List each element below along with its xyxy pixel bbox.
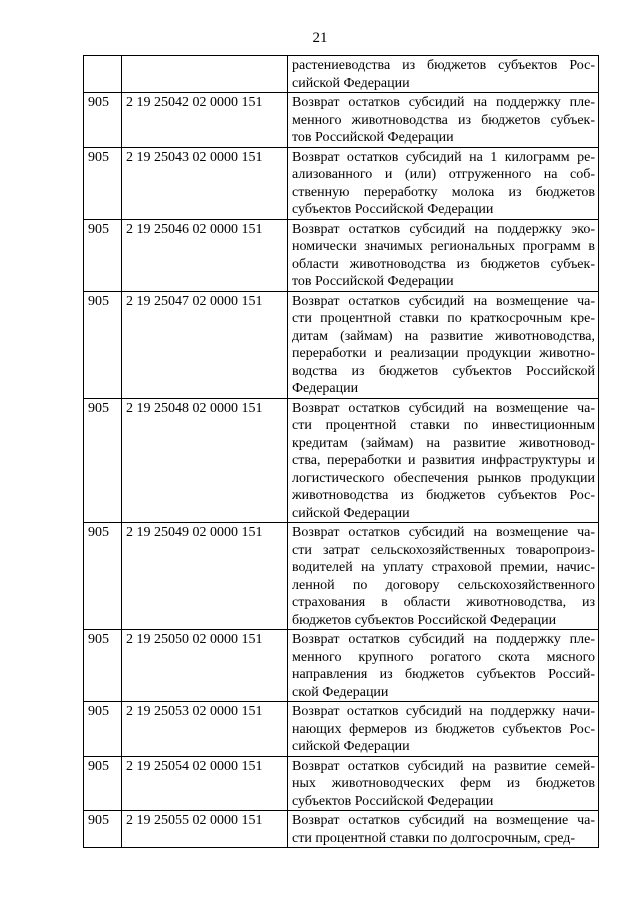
income-name-line: Возврат остатков субсидий на поддержку эко- <box>292 221 595 237</box>
income-name-line: сти процентной ставки по долгосрочным, сред- <box>292 830 576 846</box>
income-name-line: ализованного и (или) отгруженного на соб- <box>292 167 595 182</box>
income-name-line: Возврат остатков субсидий на поддержку пле- <box>292 95 595 110</box>
budget-code-cell: 2 19 25048 02 0000 151 <box>122 398 288 523</box>
income-name-line: переработки и реализации продукции животно- <box>292 346 595 361</box>
income-name-line: дитам (займам) на развитие животноводства, <box>292 328 595 344</box>
income-name-line: ных животноводческих ферм из бюджетов <box>292 776 595 791</box>
admin-code-cell <box>84 56 122 93</box>
table-row <box>84 291 599 398</box>
income-name-line: сийской Федерации <box>292 505 410 521</box>
income-name-line: Возврат остатков субсидий на возмещение ча- <box>292 525 595 540</box>
income-name-line: сийской Федерации <box>292 75 410 91</box>
income-name-line: тов Российской Федерации <box>292 130 454 145</box>
income-name-line: сийской Федерации <box>292 739 410 754</box>
table-row <box>84 811 599 848</box>
table-row <box>84 56 599 93</box>
admin-code-cell: 905 <box>84 811 122 848</box>
income-name-line: ленной по договору сельскохозяйственного <box>292 577 595 593</box>
income-name-cell <box>288 93 599 148</box>
budget-code-cell: 2 19 25042 02 0000 151 <box>122 93 288 148</box>
income-name-line: Возврат остатков субсидий на возмещение ча- <box>292 400 595 416</box>
budget-code-cell <box>122 56 288 93</box>
income-name-line: области животноводства из бюджетов субъек- <box>292 256 595 272</box>
table-row <box>84 219 599 291</box>
income-name-cell <box>288 56 599 93</box>
income-name-line: ства, переработки и развития инфраструктуры и <box>292 453 595 468</box>
income-name-cell <box>288 219 599 291</box>
income-name-line: Возврат остатков субсидий на 1 килограмм ре- <box>292 149 595 165</box>
table-row <box>84 630 599 702</box>
income-name-line: кредитам (займам) на развитие животновод- <box>292 435 595 451</box>
income-name-line: Возврат остатков субсидий на поддержку начи- <box>292 704 595 719</box>
income-name-cell <box>288 523 599 630</box>
table-row <box>84 702 599 757</box>
admin-code-cell: 905 <box>84 147 122 219</box>
income-name-line: бюджетов субъектов Российской Федерации <box>292 612 557 628</box>
budget-code-cell: 2 19 25055 02 0000 151 <box>122 811 288 848</box>
income-name-line: Возврат остатков субсидий на возмещение ча- <box>292 293 595 309</box>
income-name-cell <box>288 147 599 219</box>
income-name-line: животноводства из бюджетов субъектов Рос- <box>292 488 595 503</box>
income-name-line: ственную переработку молока из бюджетов <box>292 184 595 200</box>
income-name-line: логистического обеспечения рынков продукции <box>292 470 595 486</box>
income-name-line: менного крупного рогатого скота мясного <box>292 649 595 665</box>
income-name-line: ской Федерации <box>292 684 389 700</box>
table-row <box>84 398 599 523</box>
table-row <box>84 147 599 219</box>
income-name-line: водства из бюджетов субъектов Российской <box>292 363 595 379</box>
admin-code-cell: 905 <box>84 756 122 811</box>
budget-code-cell: 2 19 25053 02 0000 151 <box>122 702 288 757</box>
income-name-line: Федерации <box>292 381 359 396</box>
income-name-line: сти затрат сельскохозяйственных товаропроиз- <box>292 542 595 558</box>
admin-code-cell: 905 <box>84 291 122 398</box>
admin-code-cell: 905 <box>84 93 122 148</box>
admin-code-cell: 905 <box>84 630 122 702</box>
income-name-cell <box>288 811 599 848</box>
income-name-line: Возврат остатков субсидий на развитие семей- <box>292 758 595 774</box>
table-row <box>84 756 599 811</box>
income-name-cell <box>288 630 599 702</box>
income-name-line: Возврат остатков субсидий на поддержку пле- <box>292 632 595 647</box>
table-row <box>84 93 599 148</box>
income-name-line: менного животноводства из бюджетов субъек- <box>292 112 595 128</box>
budget-code-cell: 2 19 25047 02 0000 151 <box>122 291 288 398</box>
admin-code-cell: 905 <box>84 523 122 630</box>
admin-code-cell: 905 <box>84 219 122 291</box>
admin-code-cell: 905 <box>84 398 122 523</box>
income-name-line: субъектов Российской Федерации <box>292 202 494 217</box>
budget-code-cell: 2 19 25049 02 0000 151 <box>122 523 288 630</box>
income-name-line: направления из бюджетов субъектов Россий- <box>292 667 595 682</box>
income-name-cell <box>288 291 599 398</box>
income-name-line: сти процентной ставки по краткосрочным кре- <box>292 311 595 326</box>
budget-code-cell: 2 19 25054 02 0000 151 <box>122 756 288 811</box>
income-name-line: тов Российской Федерации <box>292 274 454 289</box>
page-number: 21 <box>312 30 328 46</box>
admin-code-cell: 905 <box>84 702 122 757</box>
income-name-line: Возврат остатков субсидий на возмещение ча- <box>292 813 595 828</box>
income-name-line: субъектов Российской Федерации <box>292 793 494 809</box>
income-name-cell <box>288 702 599 757</box>
income-name-cell <box>288 398 599 523</box>
budget-code-cell: 2 19 25043 02 0000 151 <box>122 147 288 219</box>
budget-code-cell: 2 19 25050 02 0000 151 <box>122 630 288 702</box>
budget-code-cell: 2 19 25046 02 0000 151 <box>122 219 288 291</box>
income-name-line: страхования в области животноводства, из <box>292 595 595 610</box>
income-name-line: растениеводства из бюджетов субъектов Рос- <box>292 58 595 73</box>
table-body <box>84 56 599 848</box>
income-name-line: сти процентной ставки по инвестиционным <box>292 418 595 433</box>
budget-classification-table <box>83 55 599 848</box>
income-name-cell <box>288 756 599 811</box>
income-name-line: номически значимых региональных программ в <box>292 239 595 254</box>
table-row <box>84 523 599 630</box>
income-name-line: нающих фермеров из бюджетов субъектов Рос- <box>292 721 595 737</box>
income-name-line: водителей на уплату страховой премии, начис- <box>292 560 595 575</box>
